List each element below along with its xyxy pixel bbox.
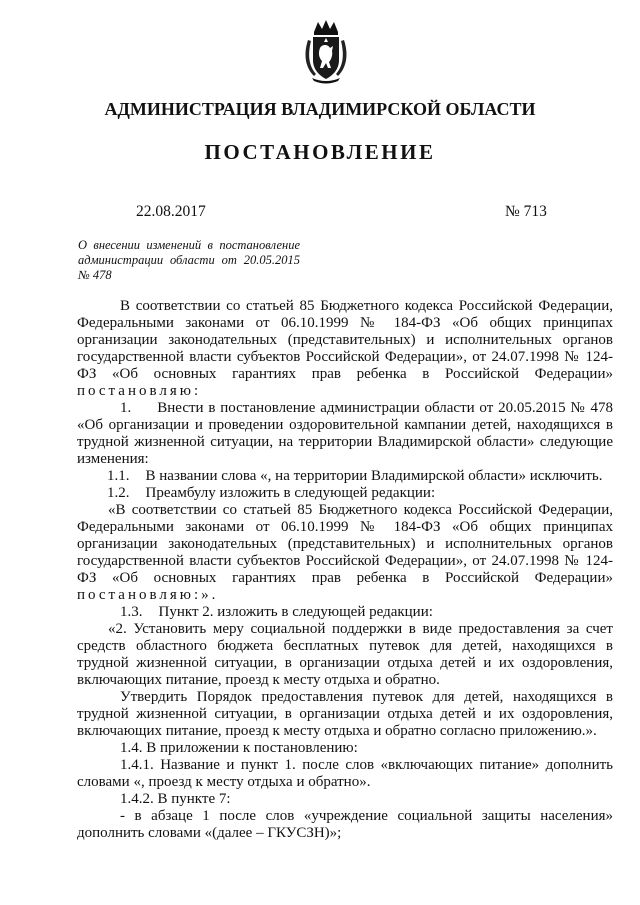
item-1-3-text: Пункт 2. изложить в следующей редакции: [158,604,433,620]
quote-preamble [77,502,613,604]
quote-preamble-text: «В соответствии со статьей 85 Бюджетного кодекса Российской Федерации, Федеральными законами от 06.10.1999 № 184-ФЗ «Об общих принципах организации законодательных (представительных) и исполнительных органов государственной власти субъектов Российской Федерации», от 24.07.1998 № 124-ФЗ «Об основных гарантиях прав ребенка в Российской Федерации» [77,502,613,586]
document-body [77,298,613,842]
quote-item-2: «2. Установить меру социальной поддержки в виде предоставления за счет средств областного бюджета бесплатных путевок для детей, находящихся в трудной жизненной ситуации, в организации отдыха детей и их оздоровления, включающих питание, проезд к месту отдыха и обратно. [77,621,613,688]
item-1-2-number: 1.2. [107,485,130,501]
organization-title: АДМИНИСТРАЦИЯ ВЛАДИМИРСКОЙ ОБЛАСТИ [104,99,536,119]
item-1-1 [77,468,613,485]
item-1-text: Внести в постановление администрации области от 20.05.2015 № 478 «Об организации и проведении оздоровительной кампании детей, находящихся в трудной жизненной ситуации, на территории Владимирской области» следующие изменения: [77,400,613,467]
item-1-1-text: В названии слова «, на территории Владимирской области» исключить. [145,468,603,484]
item-1-1-number: 1.1. [107,468,130,484]
item-1-2 [77,485,613,502]
item-1-3 [77,604,613,621]
document-number: № 713 [505,203,547,220]
item-1-number: 1. [120,400,132,416]
document-type-title: ПОСТАНОВЛЕНИЕ [204,140,436,164]
item-1-4-1: 1.4.1. Название и пункт 1. после слов «включающих питание» дополнить словами «, проезд к месту отдыха и обратно». [77,757,613,790]
document-subject: О внесении изменений в постановление администрации области от 20.05.2015 № 478 [78,238,300,282]
document-date: 22.08.2017 [136,203,206,220]
item-1-4: 1.4. В приложении к постановлению: [120,740,358,756]
preamble-text: В соответствии со статьей 85 Бюджетного кодекса Российской Федерации, Федеральными законами от 06.10.1999 № 184-ФЗ «Об общих принципах организации законодательных (представительных) и исполнительных органов государственной власти субъектов Российской Федерации», от 24.07.1998 № 124-ФЗ «Об основных гарантиях прав ребенка в Российской Федерации» [77,298,613,382]
item-1-3-number: 1.3. [120,604,143,620]
item-1-2-text: Преамбулу изложить в следующей редакции: [145,485,436,501]
quote-procedure: Утвердить Порядок предоставления путевок для детей, находящихся в трудной жизненной ситуации, в организации отдыха детей и их оздоровления, включающих питание, проезд к месту отдыха и обратно согласно приложению.». [77,689,613,739]
preamble-closing: постановляю: [77,383,202,399]
item-1-4-2: 1.4.2. В пункте 7: [120,791,231,807]
item-1 [77,400,613,468]
coat-of-arms-icon [302,18,350,84]
quote-preamble-closing: постановляю:». [77,587,219,603]
preamble-paragraph [77,298,613,400]
item-1-4-2-bullet: - в абзаце 1 после слов «учреждение социальной защиты населения» дополнить словами «(далее – ГКУСЗН)»; [77,808,613,841]
